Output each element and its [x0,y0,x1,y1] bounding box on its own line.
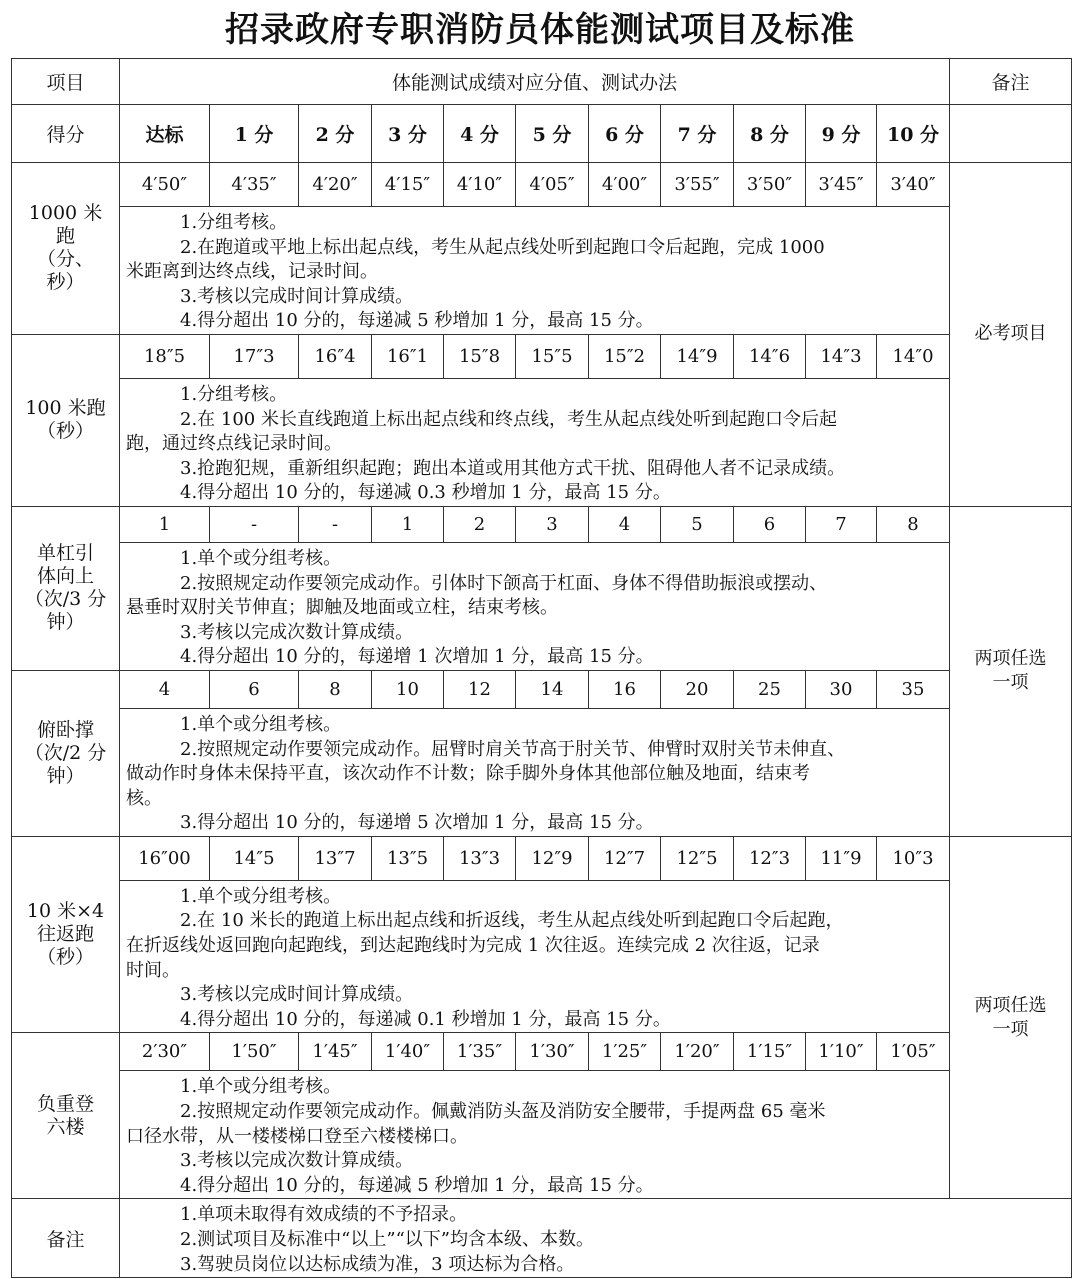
item-value-cell: 1′40″ [372,1033,444,1071]
score-level: 4 分 [444,105,516,163]
item-remark: 必考项目 [950,163,1072,507]
item-name-line: 100 米跑 [25,397,106,420]
item-name-line: 秒） [46,271,85,294]
description-line: 4.得分超出 10 分的，每递减 5 秒增加 1 分，最高 15 分。 [180,310,654,332]
item-value-cell: 7 [806,506,877,542]
item-value-cell: 12″5 [661,836,734,880]
item-value-cell: 2 [444,506,516,542]
item-value-cell: 12″7 [589,836,661,880]
item-value-cell: 1′15″ [734,1033,806,1071]
notes-line: 2.测试项目及标准中“以上”“以下”均含本级、本数。 [180,1229,594,1250]
item-value-cell: 3′50″ [734,163,806,207]
item-desc-row [12,1071,1072,1199]
score-label: 得分 [12,105,120,163]
header-item: 项目 [12,59,120,105]
description-line: 2.在 100 米长直线跑道上标出起点线和终点线，考生从起点线处听到起跑口令后起 [180,408,837,430]
item-name-line: 10 米×4 [26,900,105,923]
item-name-line: （次/2 分 [24,741,107,764]
item-name [12,670,120,836]
score-level: 3 分 [372,105,444,163]
item-value-cell: - [210,506,299,542]
item-value-cell: 16 [589,670,661,708]
item-name [12,334,120,506]
item-remark [950,506,1072,836]
description-line: 4.得分超出 10 分的，每递减 0.1 秒增加 1 分，最高 15 分。 [180,1008,671,1030]
item-values-row [12,1033,1072,1071]
item-value-cell: 1′35″ [444,1033,516,1071]
item-name-line: （分、 [36,248,94,271]
description-line: 4.得分超出 10 分的，每递减 0.3 秒增加 1 分，最高 15 分。 [180,482,671,504]
page-title: 招录政府专职消防员体能测试项目及标准 [225,10,855,50]
item-value-cell: 16″4 [299,334,372,378]
description-line: 1.单个或分组考核。 [180,1076,342,1098]
item-name [12,163,120,335]
description-line: 3.考核以完成次数计算成绩。 [180,621,414,643]
item-value-cell: 1′30″ [516,1033,589,1071]
item-value-cell: - [299,506,372,542]
item-value-cell: 8 [299,670,372,708]
item-value-cell: 3′55″ [661,163,734,207]
item-name-line: （次/3 分 [24,588,107,611]
item-values-row [12,836,1072,880]
item-remark-line: 一项 [992,672,1029,694]
item-remark-line: 两项任选 [974,648,1047,670]
description-line: 3.得分超出 10 分的，每递增 5 次增加 1 分，最高 15 分。 [180,812,654,834]
item-value-cell: 4′15″ [372,163,444,207]
description-line: 2.在跑道或平地上标出起点线，考生从起点线处听到起跑口令后起跑，完成 1000 [180,236,825,258]
item-description [120,880,950,1033]
item-value-cell: 15″2 [589,334,661,378]
item-value-cell: 12″3 [734,836,806,880]
item-value-cell: 5 [661,506,734,542]
item-values-row [12,163,1072,207]
item-value-cell: 14 [516,670,589,708]
item-name [12,836,120,1033]
item-value-cell: 6 [210,670,299,708]
score-remark-empty [950,105,1072,163]
item-value-cell: 4′00″ [589,163,661,207]
item-name-line: 钟） [46,611,85,634]
description-line: 2.按照规定动作要领完成动作。屈臂时肩关节高于肘关节、伸臂时双肘关节未伸直、 [180,738,846,760]
item-name [12,506,120,670]
item-value-cell: 11″9 [806,836,877,880]
item-value-cell: 16″00 [120,836,210,880]
item-name-line: 负重登 [36,1092,94,1115]
item-value-cell: 13″7 [299,836,372,880]
item-description [120,708,950,836]
notes-row [12,1199,1072,1278]
item-name-line: 体向上 [36,565,94,588]
item-name-line: 1000 米 [28,202,103,225]
item-name [12,1033,120,1199]
description-line: 时间。 [126,959,180,981]
item-value-cell: 15″8 [444,334,516,378]
item-name-line: （秒） [36,420,94,443]
item-name-line: 跑 [55,225,75,248]
item-value-cell: 14″6 [734,334,806,378]
item-value-cell: 12″9 [516,836,589,880]
item-value-cell: 25 [734,670,806,708]
item-description [120,542,950,670]
item-value-cell: 8 [877,506,950,542]
item-value-cell: 1′10″ [806,1033,877,1071]
item-value-cell: 30 [806,670,877,708]
item-value-cell: 17″3 [210,334,299,378]
item-value-cell: 15″5 [516,334,589,378]
item-values-row [12,506,1072,542]
item-desc-row [12,708,1072,836]
item-value-cell: 14″0 [877,334,950,378]
item-value-cell: 14″3 [806,334,877,378]
item-value-cell: 20 [661,670,734,708]
score-level: 10 分 [877,105,950,163]
description-line: 1.单个或分组考核。 [180,547,342,569]
description-line: 1.单个或分组考核。 [180,885,342,907]
score-level: 1 分 [210,105,299,163]
item-description [120,1071,950,1199]
score-row [12,105,1072,163]
item-desc-row [12,378,1072,506]
description-line: 3.抢跑犯规，重新组织起跑；跑出本道或用其他方式干扰、阻碍他人者不记录成绩。 [180,457,846,479]
description-line: 4.得分超出 10 分的，每递增 1 次增加 1 分，最高 15 分。 [180,646,654,668]
item-remark [950,836,1072,1199]
item-value-cell: 3′45″ [806,163,877,207]
item-value-cell: 2′30″ [120,1033,210,1071]
item-remark-line: 两项任选 [974,994,1047,1016]
item-value-cell: 1′25″ [589,1033,661,1071]
header-row [12,59,1072,105]
description-line: 2.在 10 米长的跑道上标出起点线和折返线，考生从起点线处听到起跑口令后起跑， [180,910,844,932]
item-remark-line: 一项 [992,1018,1029,1040]
header-remark: 备注 [950,59,1072,105]
description-line: 1.分组考核。 [180,383,288,405]
score-level: 7 分 [661,105,734,163]
description-line: 做动作时身体未保持平直，该次动作不计数；除手脚外身体其他部位触及地面，结束考 [126,763,810,785]
item-value-cell: 13″3 [444,836,516,880]
item-value-cell: 1 [372,506,444,542]
item-value-cell: 13″5 [372,836,444,880]
description-line: 在折返线处返回跑向起跑线，到达起跑线时为完成 1 次往返。连续完成 2 次往返，记录 [126,935,820,957]
score-level: 5 分 [516,105,589,163]
item-value-cell: 3′40″ [877,163,950,207]
item-name-line: 俯卧撑 [36,718,94,741]
item-value-cell: 10″3 [877,836,950,880]
item-description [120,207,950,335]
item-value-cell: 4 [120,670,210,708]
item-value-cell: 35 [877,670,950,708]
item-description [120,378,950,506]
item-value-cell: 4′05″ [516,163,589,207]
item-name-line: 六楼 [46,1115,85,1138]
description-line: 4.得分超出 10 分的，每递减 5 秒增加 1 分，最高 15 分。 [180,1174,654,1196]
item-name-line: 单杠引 [36,542,94,565]
item-values-row [12,334,1072,378]
item-value-cell: 1′20″ [661,1033,734,1071]
description-line: 2.按照规定动作要领完成动作。引体时下颌高于杠面、身体不得借助振浪或摆动、 [180,572,828,594]
description-line: 3.考核以完成次数计算成绩。 [180,1150,414,1172]
score-level: 8 分 [734,105,806,163]
description-line: 1.分组考核。 [180,212,288,233]
description-line: 2.按照规定动作要领完成动作。佩戴消防头盔及消防安全腰带，手提两盘 65 毫米 [180,1101,826,1123]
score-level: 9 分 [806,105,877,163]
description-line: 米距离到达终点线，记录时间。 [126,261,378,283]
item-value-cell: 4′10″ [444,163,516,207]
item-value-cell: 10 [372,670,444,708]
description-line: 悬垂时双肘关节伸直；脚触及地面或立柱，结束考核。 [126,597,558,619]
item-value-cell: 12 [444,670,516,708]
item-value-cell: 4′50″ [120,163,210,207]
description-line: 1.单个或分组考核。 [180,713,342,735]
item-value-cell: 18″5 [120,334,210,378]
item-value-cell: 4 [589,506,661,542]
notes-content [120,1199,1072,1278]
standards-table [11,58,1072,1278]
description-line: 核。 [126,787,162,809]
description-line: 3.考核以完成时间计算成绩。 [180,984,414,1006]
item-value-cell: 14″5 [210,836,299,880]
item-desc-row [12,880,1072,1033]
score-level: 6 分 [589,105,661,163]
item-value-cell: 16″1 [372,334,444,378]
item-value-cell: 3 [516,506,589,542]
item-desc-row [12,542,1072,670]
item-desc-row [12,207,1072,335]
item-values-row [12,670,1072,708]
score-level: 2 分 [299,105,372,163]
description-line: 3.考核以完成时间计算成绩。 [180,285,414,307]
description-line: 口径水带，从一楼楼梯口登至六楼楼梯口。 [126,1125,468,1147]
item-value-cell: 1′50″ [210,1033,299,1071]
table-body [12,59,1072,1278]
score-level: 达标 [120,105,210,163]
item-value-cell: 14″9 [661,334,734,378]
item-value-cell: 1 [120,506,210,542]
item-value-cell: 1′45″ [299,1033,372,1071]
notes-line: 3.驾驶员岗位以达标成绩为准，3 项达标为合格。 [180,1253,575,1275]
description-line: 跑，通过终点线记录时间。 [126,433,342,455]
notes-label: 备注 [12,1199,120,1278]
notes-line: 1.单项未取得有效成绩的不予招录。 [180,1204,468,1226]
item-value-cell: 1′05″ [877,1033,950,1071]
item-name-line: 往返跑 [36,923,94,946]
header-method: 体能测试成绩对应分值、测试办法 [120,59,950,105]
item-name-line: （秒） [36,946,94,969]
item-value-cell: 6 [734,506,806,542]
item-value-cell: 4′35″ [210,163,299,207]
item-name-line: 钟） [46,764,85,787]
item-value-cell: 4′20″ [299,163,372,207]
